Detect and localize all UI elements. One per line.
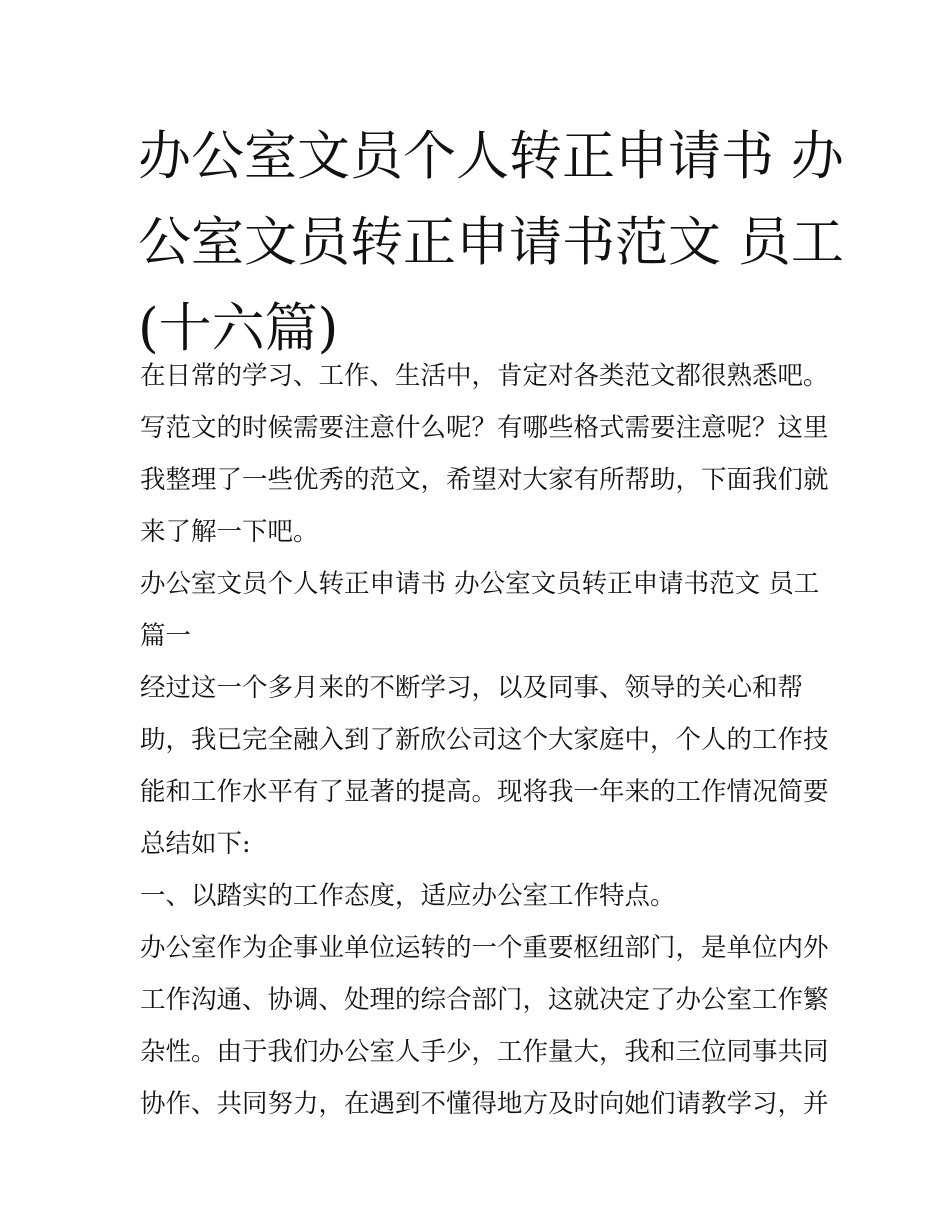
paragraph-line: 经过这一个多月来的不断学习，以及同事、领导的关心和帮 — [140, 673, 804, 703]
title-line: 公室文员转正申请书范文 员工 — [138, 212, 844, 273]
document-title — [138, 114, 844, 372]
paragraph-line: 助，我已完全融入到了新欣公司这个大家庭中，个人的工作技 — [140, 725, 829, 755]
paragraph-line: 办公室作为企事业单位运转的一个重要枢纽部门，是单位内外 — [140, 933, 829, 963]
subheading-line: 一、以踏实的工作态度，适应办公室工作特点。 — [140, 881, 676, 911]
intro-line: 写范文的时候需要注意什么呢？有哪些格式需要注意呢？这里 — [140, 413, 829, 443]
section-heading-line: 办公室文员个人转正申请书 办公室文员转正申请书范文 员工 — [140, 569, 820, 599]
paragraph-line: 总结如下: — [140, 829, 251, 859]
paragraph-line: 能和工作水平有了显著的提高。现将我一年来的工作情况简要 — [140, 777, 829, 807]
intro-line: 来了解一下吧。 — [140, 517, 319, 547]
section-heading-line: 篇一 — [140, 621, 192, 651]
intro-line: 在日常的学习、工作、生活中，肯定对各类范文都很熟悉吧。 — [140, 361, 829, 391]
paragraph-line: 协作、共同努力，在遇到不懂得地方及时向她们请教学习，并 — [140, 1089, 829, 1119]
title-line: 办公室文员个人转正申请书 办 — [138, 126, 844, 187]
document-body — [140, 350, 830, 1130]
paragraph-line: 杂性。由于我们办公室人手少，工作量大，我和三位同事共同 — [140, 1037, 829, 1067]
intro-line: 我整理了一些优秀的范文，希望对大家有所帮助，下面我们就 — [140, 465, 829, 495]
title-line: (十六篇) — [138, 298, 339, 359]
paragraph-line: 工作沟通、协调、处理的综合部门，这就决定了办公室工作繁 — [140, 985, 829, 1015]
